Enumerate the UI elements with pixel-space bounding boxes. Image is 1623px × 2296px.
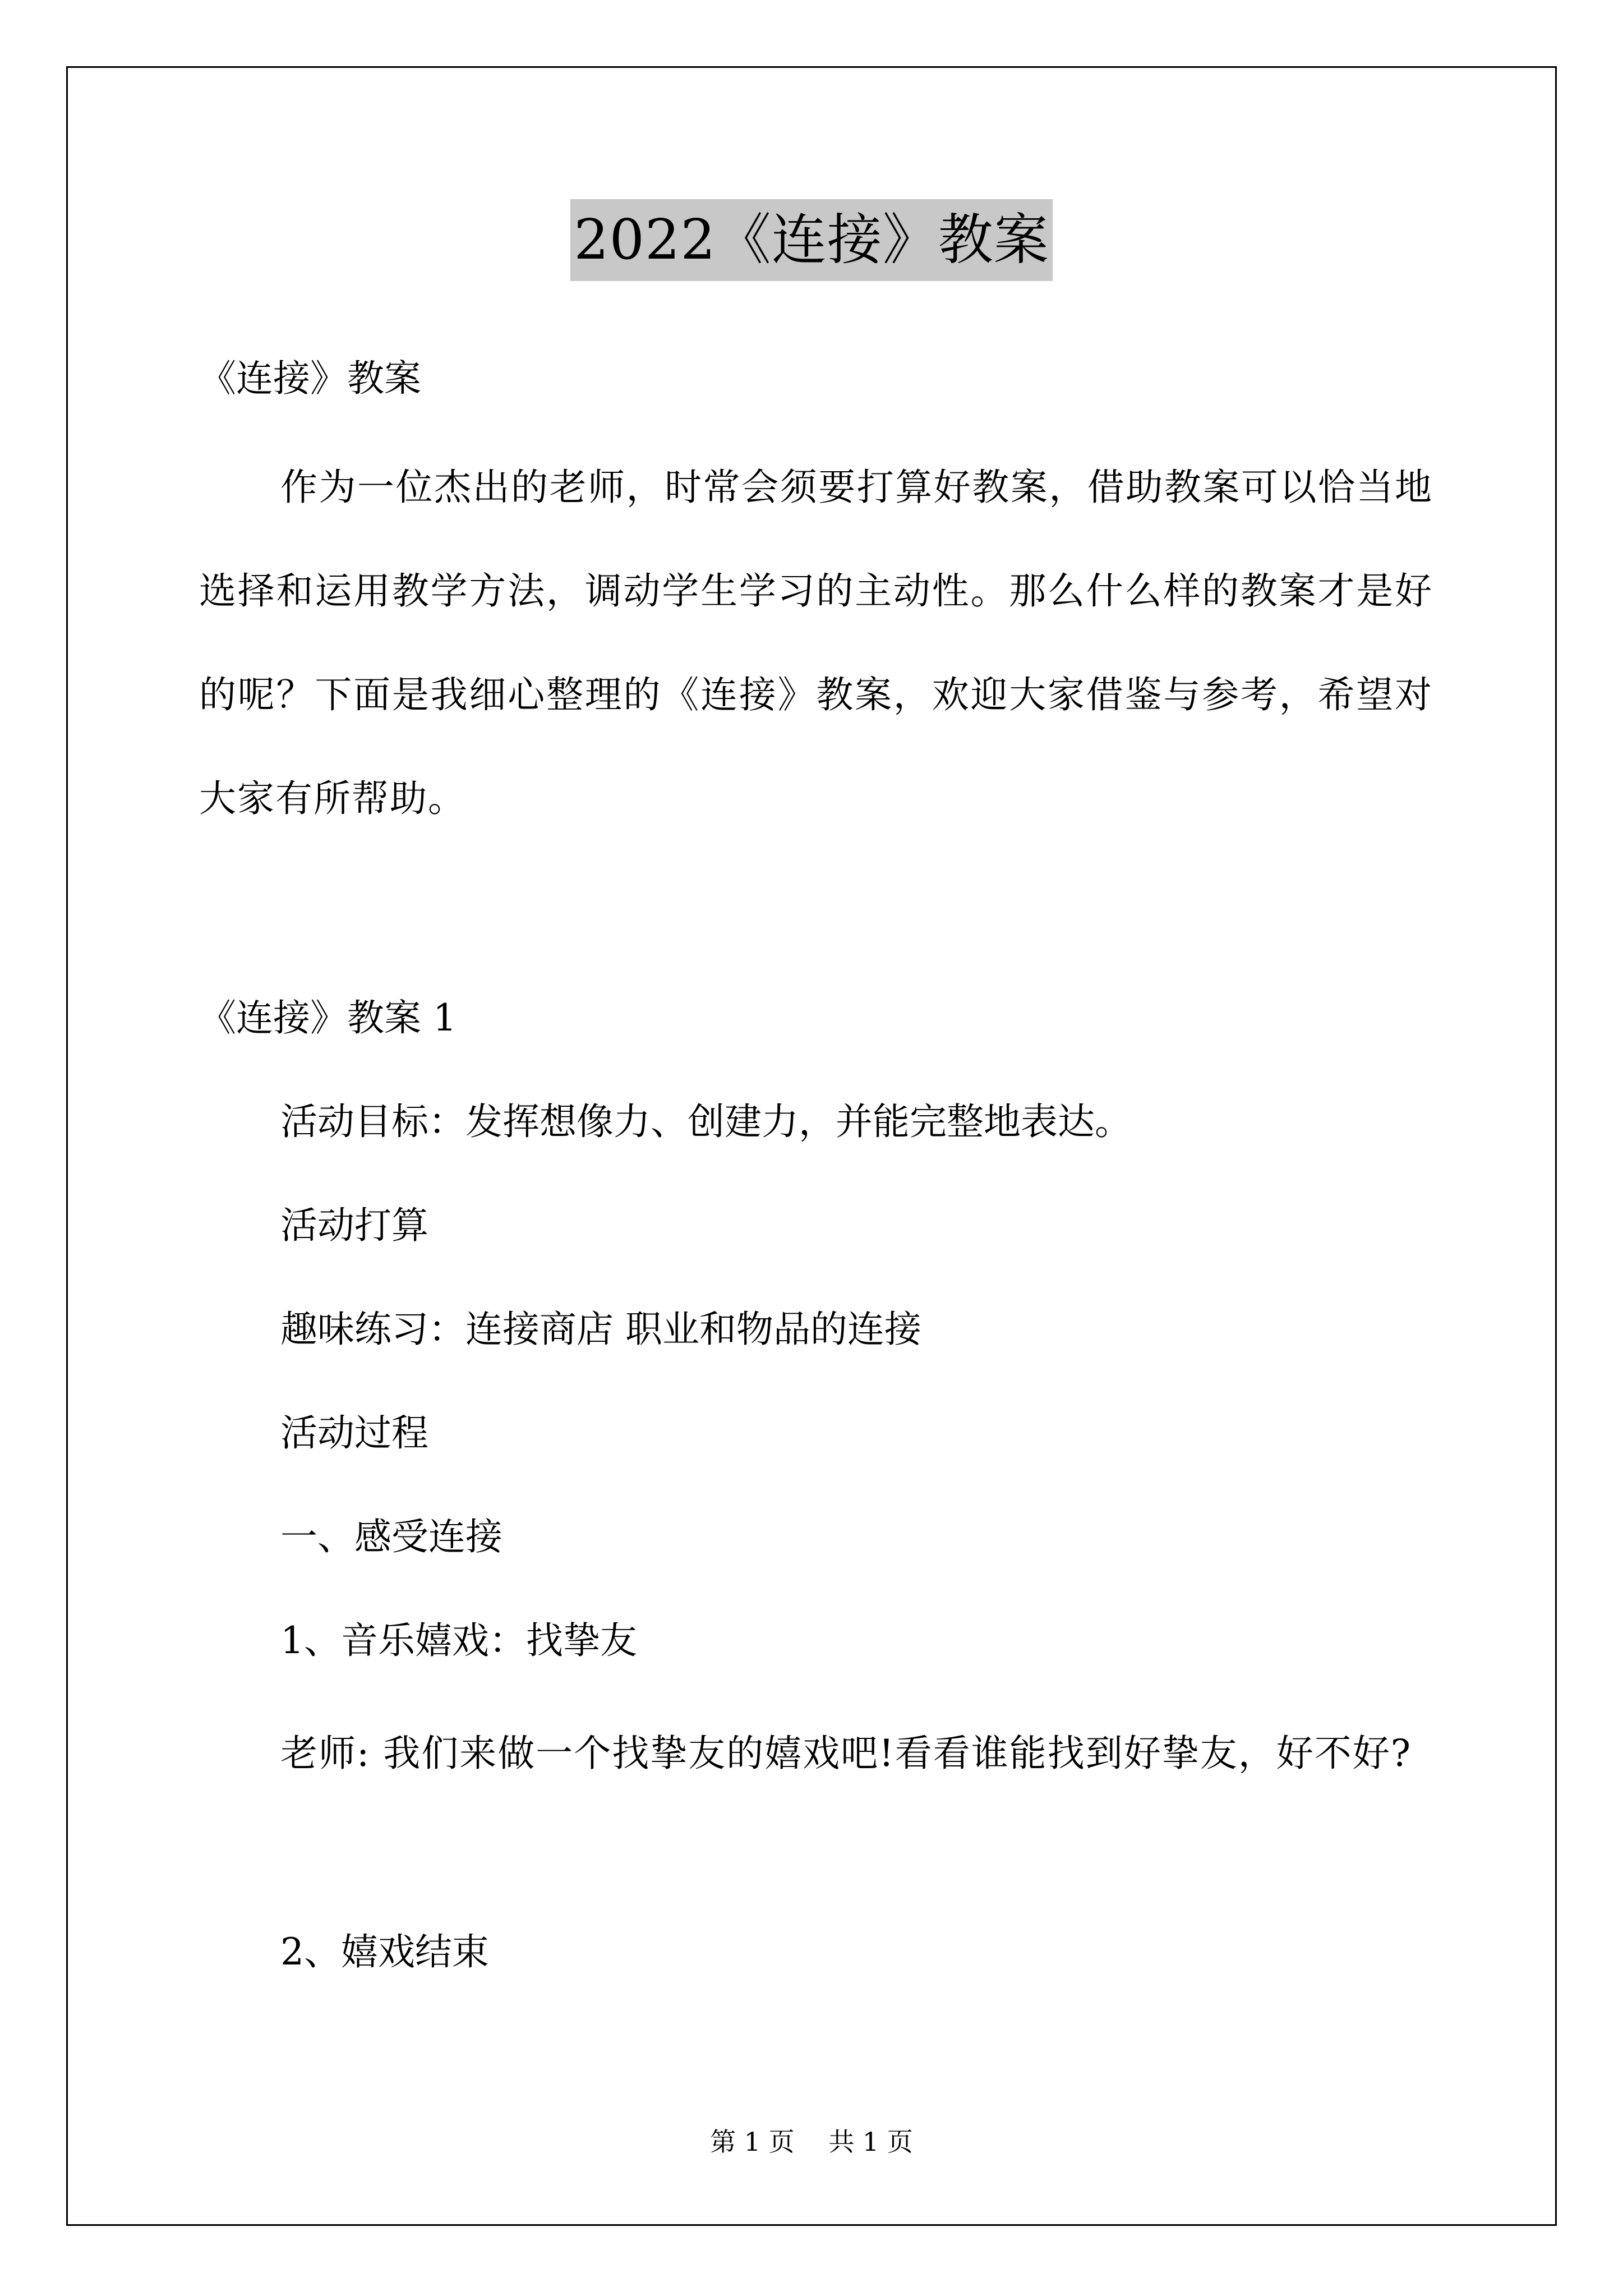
game-end: 2、嬉戏结束: [280, 1930, 489, 1973]
activity-preparation: 活动打算: [280, 1204, 428, 1247]
fun-exercise: 趣味练习：连接商店 职业和物品的连接: [280, 1308, 921, 1351]
page-footer: 第 1 页 共 1 页: [710, 2127, 913, 2157]
section-heading: 《连接》教案 1: [199, 996, 457, 1039]
document-subtitle: 《连接》教案: [199, 357, 421, 400]
activity-process: 活动过程: [280, 1411, 428, 1455]
step-one-heading: 一、感受连接: [280, 1515, 502, 1558]
music-game: 1、音乐嬉戏：找挚友: [280, 1619, 637, 1662]
intro-paragraph: 作为一位杰出的老师，时常会须要打算好教案，借助教案可以恰当地选择和运用教学方法，调动学生学习的主动性。那么什么样的教案才是好的呢？下面是我细心整理的《连接》教案，欢迎大家借鉴与参考，希望对大家有所帮助。: [199, 466, 1433, 820]
activity-goal: 活动目标：发挥想像力、创建力，并能完整地表达。: [280, 1100, 1132, 1143]
teacher-paragraph: 老师: 我们来做一个找挚友的嬉戏吧!看看谁能找到好挚友，好不好?: [280, 1732, 1412, 1775]
title-wrap: [0, 199, 1623, 281]
document-title: 2022《连接》教案: [570, 199, 1052, 281]
